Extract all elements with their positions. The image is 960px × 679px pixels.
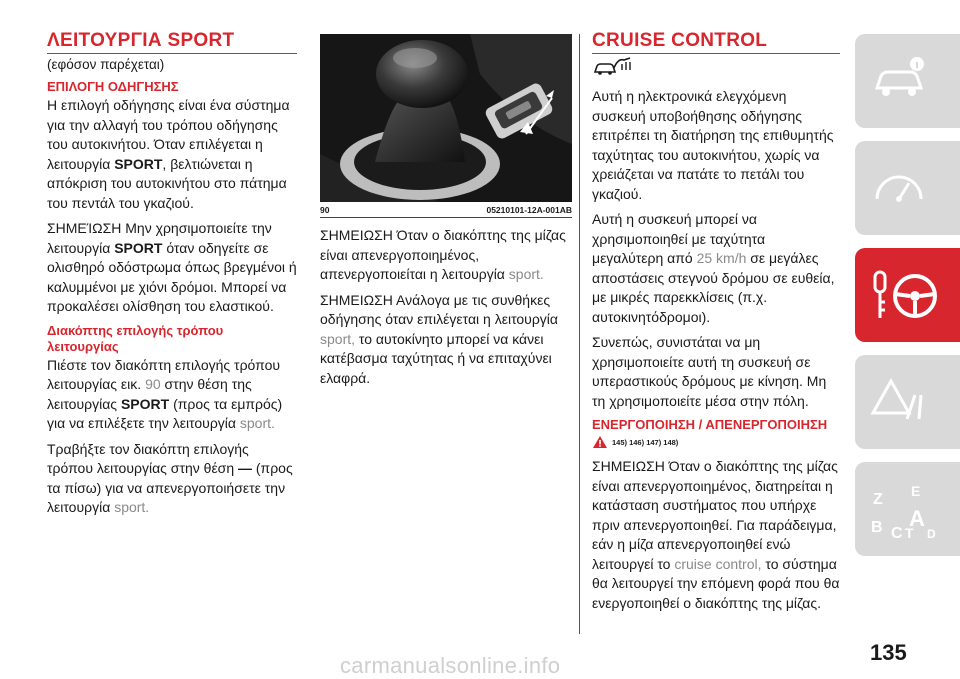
figure-number: 90 xyxy=(320,205,330,215)
tab-index[interactable] xyxy=(855,462,960,556)
svg-text:T: T xyxy=(905,525,914,541)
svg-text:D: D xyxy=(927,527,936,541)
column-sport-mode xyxy=(47,30,297,524)
paragraph-ignition-note: ΣΗΜΕΙΩΣΗ Όταν ο διακόπτης της μίζας είναι απενεργοποιημένος, απενεργοποιείται η λειτουργία sport. xyxy=(320,227,566,282)
svg-text:B: B xyxy=(871,519,883,536)
column-divider xyxy=(579,34,580,634)
watermark: carmanualsonline.info xyxy=(340,653,561,678)
section-title-sport: ΛΕΙΤΟΥΡΓΙΑ SPORT xyxy=(47,30,297,54)
tab-starting-driving[interactable] xyxy=(855,248,960,342)
tab-car-info[interactable] xyxy=(855,34,960,128)
subheading-mode-switch: Διακόπτης επιλογής τρόπου λειτουργίας xyxy=(47,322,224,354)
section-subtitle: (εφόσον παρέχεται) xyxy=(47,57,165,72)
subheading-drive-select: ΕΠΙΛΟΓΗ ΟΔΗΓΗΣΗΣ xyxy=(47,79,179,94)
chapter-tabs xyxy=(855,34,960,569)
gear-shifter-photo xyxy=(320,34,572,202)
road-warning-icon xyxy=(869,375,929,425)
paragraph-cruise-speed: Αυτή η συσκευή μπορεί να χρησιμοποιηθεί με ταχύτητα μεγαλύτερη από 25 km/h σε μεγάλες αποστάσεις στεγνού δρόμου σε ευθεία, με μικρές παρεκκλίσεις (π.χ. αυτοκινητόδρομοι). xyxy=(592,211,835,325)
paragraph-cruise-intro: Αυτή η ηλεκτρονικά ελεγχόμενη συσκευή υποβοήθησης οδήγησης επιτρέπει τη διατήρηση της επιθυμητής ταχύτητας του αυτοκινήτου, χωρίς να χρειάζεται να πατάτε το πετάλι του γκαζιού. xyxy=(592,88,834,202)
subheading-activation: ΕΝΕΡΓΟΠΟΙΗΣΗ / ΑΠΕΝΕΡΓΟΠΟΙΗΣΗ xyxy=(592,417,828,432)
column-figure xyxy=(320,30,572,394)
tab-emergency[interactable] xyxy=(855,355,960,449)
key-steering-wheel-icon xyxy=(869,268,939,324)
section-title-cruise: CRUISE CONTROL xyxy=(592,30,840,54)
svg-text:C: C xyxy=(891,525,903,542)
paragraph-sport-note: ΣΗΜΕΊΩΣΗ Μην χρησιμοποιείτε την λειτουργία SPORT όταν οδηγείτε σε ολισθηρό οδόστρωμα όπως βρεγμένοι ή καλυμμένοι με χιόνι δρόμοι. Μπορεί να προκαλέσει ολίσθηση του ελαστικού. xyxy=(47,220,297,314)
index-letters-icon xyxy=(869,482,939,542)
car-info-icon xyxy=(869,54,929,104)
paragraph-mode-switch-forward: Πιέστε τον διακόπτη επιλογής τρόπου λειτουργίας εικ. 90 στην θέση της λειτουργίας SPORT (προς τα εμπρός) για να επιλέξετε την λειτουργία sport. xyxy=(47,356,283,431)
page-number: 135 xyxy=(870,640,907,665)
tab-dashboard[interactable] xyxy=(855,141,960,235)
svg-text:A: A xyxy=(909,506,925,531)
figure-code: 05210101-12A-001AB xyxy=(486,205,572,215)
column-cruise-control xyxy=(592,30,840,619)
paragraph-mode-switch-back: Τραβήξτε τον διακόπτη επιλογής τρόπου λειτουργίας στην θέση — (προς τα πίσω) για να απενεργοποιήσετε την λειτουργία sport. xyxy=(47,440,293,515)
warning-triangle-icon xyxy=(592,435,608,449)
svg-text:E: E xyxy=(911,483,921,499)
paragraph-activation-note: ΣΗΜΕΙΩΣΗ Όταν ο διακόπτης της μίζας είναι απενεργοποιημένος, διατηρείται η κατάσταση συστήματος που υπήρχε πριν απενεργοποιηθεί. Για παράδειγμα, εάν η μίζα απενεργοποιηθεί ενώ λειτουργεί το cruise control, το σύστημα θα λειτουργεί την επόμενη φορά που θα ενεργοποιηθεί ο διακόπτης της μίζας. xyxy=(592,458,840,611)
gauge-icon xyxy=(869,161,929,211)
cruise-control-icon xyxy=(592,56,840,81)
paragraph-cruise-recommendation: Συνεπώς, συνιστάται να μη χρησιμοποιείτε αυτή τη συσκευή σε υπεραστικούς δρόμους με κίνηση. Μη τη χρησιμοποιείτε μέσα στην πόλη. xyxy=(592,334,827,409)
paragraph-drive-select: Η επιλογή οδήγησης είναι ένα σύστημα για την αλλαγή του τρόπου οδήγησης του αυτοκινήτου. Όταν επιλέγεται η λειτουργία SPORT, βελτιώνεται η απόκριση του αυτοκινήτου στο πάτημα του πεντάλ του γκαζιού. xyxy=(47,97,290,211)
paragraph-driving-conditions-note: ΣΗΜΕΙΩΣΗ Ανάλογα με τις συνθήκες οδήγησης όταν επιλέγεται η λειτουργία sport, το αυτοκίνητο μπορεί να κάνει κατέβασμα ταχύτητας ή να επιταχύνει ελαφρά. xyxy=(320,291,559,386)
warning-references: 145) 146) 147) 148) xyxy=(592,435,840,449)
figure-caption xyxy=(320,202,572,218)
svg-text:Z: Z xyxy=(873,491,883,508)
gear-shifter-illustration xyxy=(320,34,572,202)
